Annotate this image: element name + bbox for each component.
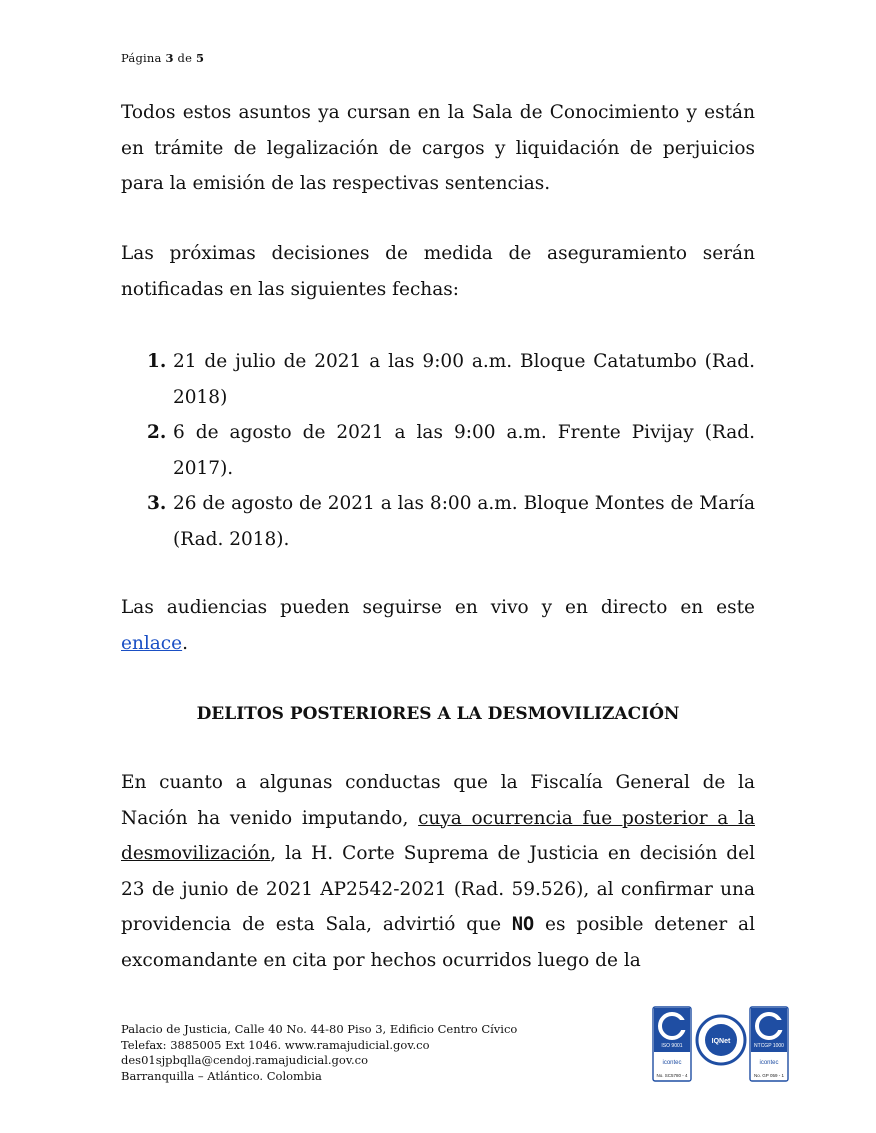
ntcgp-brand: icontec (759, 1060, 779, 1066)
list-item-text: 26 de agosto de 2021 a las 8:00 a.m. Bloque Montes de María (Rad. 2018). (173, 493, 755, 550)
paragraph-cases-status: Todos estos asuntos ya cursan en la Sala de Conocimiento y están en trámite de legalización de cargos y liquidación de perjuicios para la emisión de las respectivas sentencias. (121, 102, 755, 194)
list-item (121, 486, 755, 557)
paragraph-live-stream (121, 590, 755, 661)
page-total: 5 (195, 51, 205, 65)
list-number: 1. (147, 351, 167, 372)
footer-address (121, 1022, 517, 1084)
page-number (121, 51, 204, 65)
p4-text-b: , la H. Corte Suprema de Justicia en decisión del 23 de junio de 2021 AP2542-2021 (Rad. 59.526), al confirmar una providencia de esta Sala, advirtió que (121, 843, 755, 935)
footer-line: Telefax: 3885005 Ext 1046. www.ramajudicial.gov.co (121, 1037, 430, 1052)
list-number: 2. (147, 422, 167, 443)
paragraph-next-decisions: Las próximas decisiones de medida de aseguramiento serán notificadas en las siguientes fechas: (121, 243, 755, 300)
section-heading: DELITOS POSTERIORES A LA DESMOVILIZACIÓN (196, 704, 680, 724)
page-of: de (177, 51, 193, 65)
ntcgp-number: No. GP 059 - 1 (754, 1073, 784, 1078)
iso-number: No. SC5780 - 4 (656, 1073, 688, 1078)
footer-line: Palacio de Justicia, Calle 40 No. 44-80 Piso 3, Edificio Centro Cívico (121, 1022, 518, 1036)
list-item (121, 415, 755, 486)
p4-underlined-text: cuya ocurrencia fue posterior a la desmovilización (121, 807, 755, 864)
iso-9001-icon (653, 1007, 691, 1081)
iso-label: ISO 9001 (661, 1043, 683, 1049)
p4-bold-no: NO (511, 914, 535, 935)
list-item-text: 6 de agosto de 2021 a las 9:00 a.m. Frente Pivijay (Rad. 2017). (173, 422, 755, 479)
list-item (121, 344, 755, 415)
page-prefix: Página (121, 51, 162, 65)
enlace-link[interactable]: enlace (121, 632, 183, 654)
ntcgp-1000-icon (750, 1007, 788, 1081)
page-current: 3 (165, 51, 174, 65)
hearing-dates-list (121, 344, 755, 557)
footer-line: des01sjpbqlla@cendoj.ramajudicial.gov.co (121, 1053, 368, 1067)
p4-text-a: En cuanto a algunas conductas que la Fiscalía General de la Nación ha venido imputando, (121, 772, 755, 829)
certification-logos (650, 1004, 792, 1088)
iqnet-icon (697, 1016, 745, 1064)
period: . (182, 632, 189, 654)
live-stream-text: Las audiencias pueden seguirse en vivo y en directo en este (121, 597, 755, 618)
iso-brand: icontec (662, 1060, 682, 1066)
iqnet-label: IQNet (711, 1038, 731, 1045)
p4-text-c: es posible detener al excomandante en cita por hechos ocurridos luego de la (121, 914, 755, 971)
list-number: 3. (147, 493, 167, 514)
ntcgp-label: NTCGP 1000 (754, 1043, 784, 1049)
list-item-text: 21 de julio de 2021 a las 9:00 a.m. Bloque Catatumbo (Rad. 2018) (173, 351, 755, 408)
footer-line: Barranquilla – Atlántico. Colombia (121, 1068, 322, 1083)
paragraph-post-demobilization (121, 765, 755, 978)
